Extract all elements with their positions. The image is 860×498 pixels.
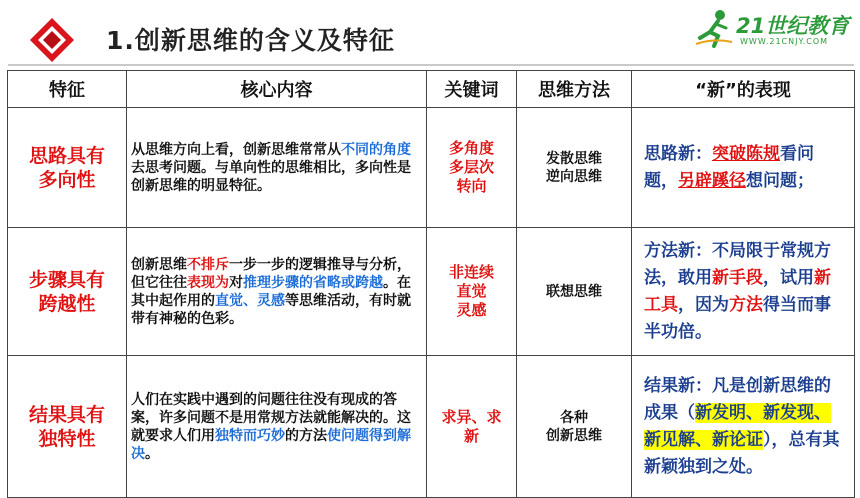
core-content-cell: 人们在实践中遇到的问题往往没有现成的答案，许多问题不是用常规方法就能解决的。这就要求人们用独特而巧妙的方法使问题得到解决。	[127, 356, 427, 498]
header-keywords: 关键词	[427, 71, 517, 108]
header-feature: 特征	[8, 71, 127, 108]
feature-cell: 结果具有 独特性	[8, 356, 127, 498]
keywords-cell: 非连续 直觉 灵感	[427, 228, 517, 356]
running-figure-icon	[694, 8, 734, 48]
brand-name: 21世纪教育	[736, 14, 850, 38]
core-content-cell: 从思维方向上看，创新思维常常从不同的角度去思考问题。与单向性的思维相比，多向性是创新思维的明显特征。	[127, 108, 427, 228]
brand-url: WWW.21CNJY.COM	[740, 37, 829, 46]
feature-cell: 步骤具有 跨越性	[8, 228, 127, 356]
feature-cell: 思路具有 多向性	[8, 108, 127, 228]
table-header-row	[8, 71, 855, 108]
keywords-cell: 多角度 多层次 转向	[427, 108, 517, 228]
table-row	[8, 228, 855, 356]
new-expression-cell: 思路新：突破陈规看问题，另辟蹊径想问题；	[632, 108, 855, 228]
header-thinking-method: 思维方法	[517, 71, 632, 108]
new-expression-cell: 方法新：不局限于常规方法，敢用新手段，试用新工具，因为方法得当而事半功倍。	[632, 228, 855, 356]
red-diamond-logo-icon	[28, 16, 76, 64]
table-row	[8, 356, 855, 498]
keywords-cell: 求异、求 新	[427, 356, 517, 498]
method-cell: 联想思维	[517, 228, 632, 356]
header-divider	[8, 64, 854, 66]
new-expression-cell: 结果新：凡是创新思维的成果（新发明、新发现、新见解、新论证），总有其新颖独到之处。	[632, 356, 855, 498]
method-cell: 各种 创新思维	[517, 356, 632, 498]
page-title: 1.创新思维的含义及特征	[106, 26, 395, 55]
header-new-expression: “新”的表现	[632, 71, 855, 108]
slide-header	[0, 0, 860, 70]
core-content-cell: 创新思维不排斥一步一步的逻辑推导与分析，但它往往表现为对推理步骤的省略或跨越。在其中起作用的直觉、灵感等思维活动，有时就带有神秘的色彩。	[127, 228, 427, 356]
features-table	[7, 70, 855, 498]
header-core-content: 核心内容	[127, 71, 427, 108]
method-cell: 发散思维 逆向思维	[517, 108, 632, 228]
table-row	[8, 108, 855, 228]
brand-logo	[694, 8, 854, 50]
